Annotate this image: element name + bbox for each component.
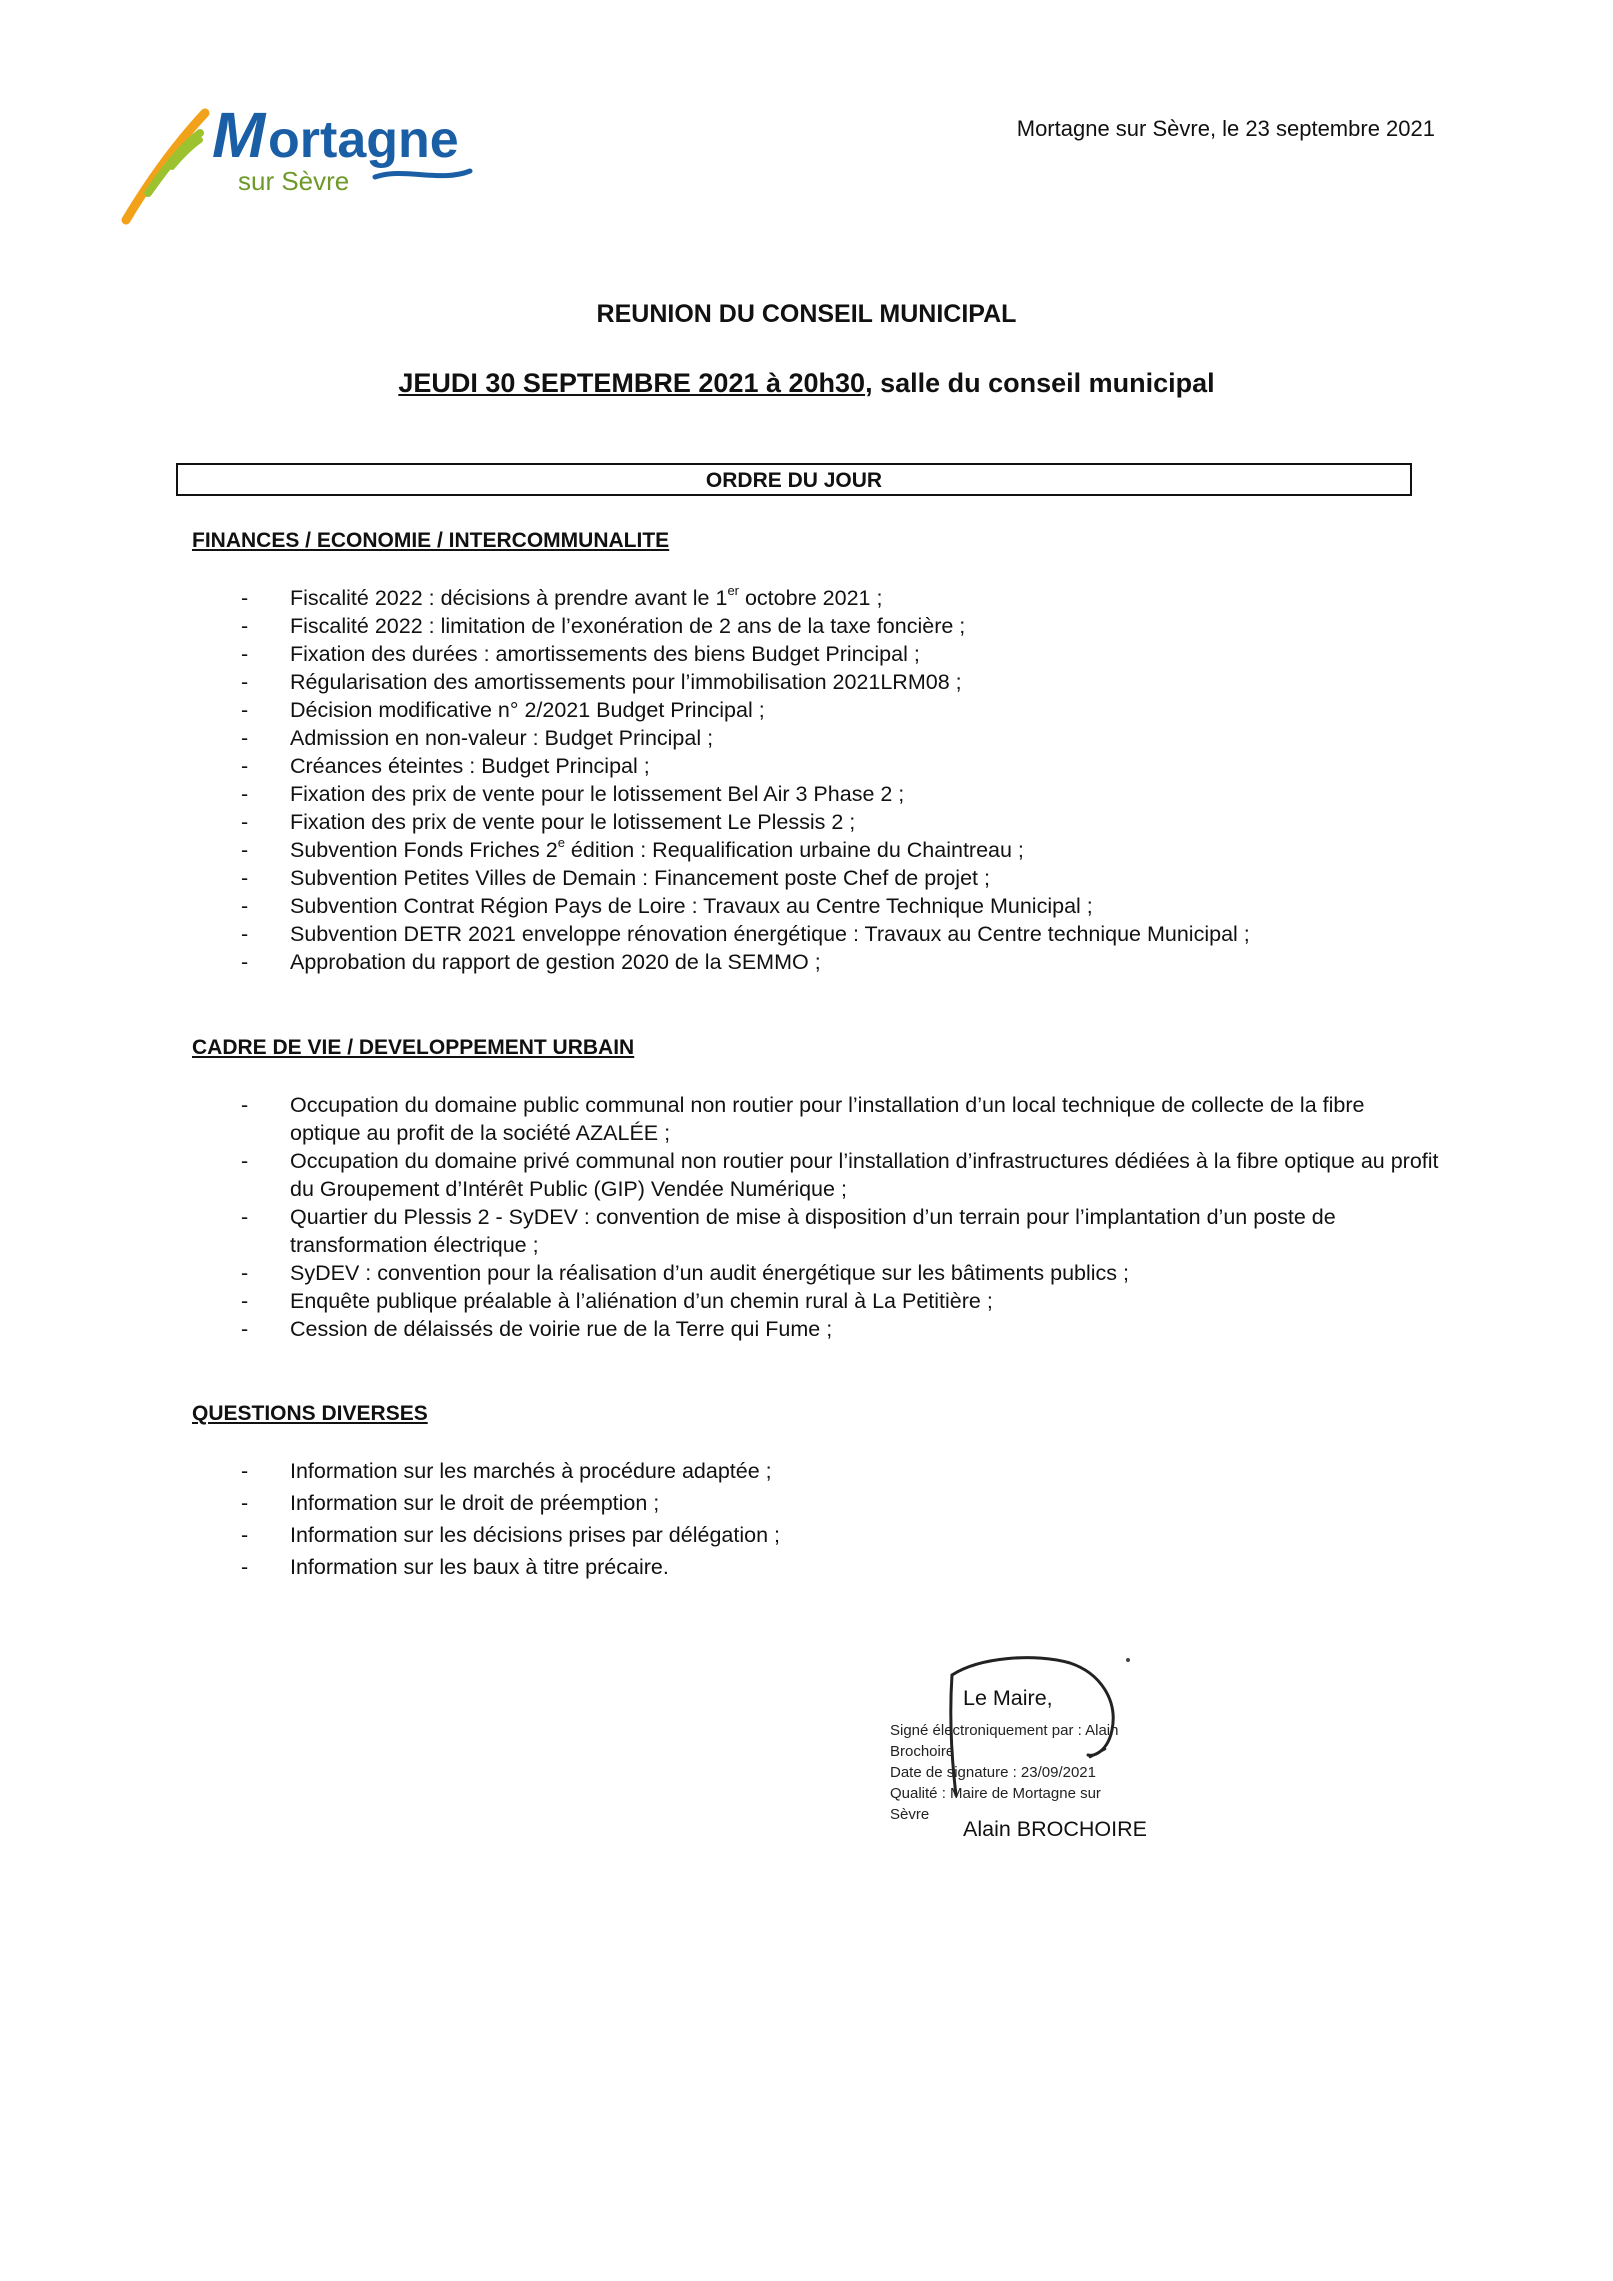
bullet-dash: - [241,950,249,974]
bullet-dash: - [241,586,249,610]
list-item-text: Information sur le droit de préemption ; [290,1491,660,1515]
list-item-text: Décision modificative n° 2/2021 Budget Principal ; [290,698,765,722]
list-item [0,1455,1440,1487]
list-item [0,752,1440,780]
bullet-dash: - [241,726,249,750]
logo-wordmark-rest: ortagne [268,111,459,169]
agenda-heading: ORDRE DU JOUR [705,468,883,492]
list-item [0,668,1440,696]
list-item-text: Subvention DETR 2021 enveloppe rénovation énergétique : Travaux au Centre technique Municipal ; [290,922,1250,946]
list-item-text: Enquête publique préalable à l’aliénation d’un chemin rural à La Petitière ; [290,1289,993,1313]
list-item-text: Fiscalité 2022 : limitation de l’exonération de 2 ans de la taxe foncière ; [290,614,966,638]
list-item [0,836,1440,864]
list-item-text: Information sur les décisions prises par délégation ; [290,1523,780,1547]
list-item [0,1287,1440,1315]
signature-date: Date de signature : 23/09/2021 [890,1764,1096,1781]
bullet-dash: - [241,1555,249,1579]
electronic-signature-block [890,1720,1118,1825]
bullet-dash: - [241,614,249,638]
list-item-text: Fixation des prix de vente pour le lotissement Bel Air 3 Phase 2 ; [290,782,905,806]
list-item [0,948,1440,976]
bullet-dash: - [241,1459,249,1483]
list-item-text: Fixation des prix de vente pour le lotissement Le Plessis 2 ; [290,810,856,834]
list-item [0,640,1440,668]
bullet-dash: - [241,838,249,862]
list-item [0,920,1440,948]
list-item-text: SyDEV : convention pour la réalisation d’un audit énergétique sur les bâtiments publics ; [290,1261,1129,1285]
logo-wordmark: M [212,99,266,171]
bullet-dash: - [241,1289,249,1313]
bullet-dash: - [241,1491,249,1515]
signer-quality-line2: Sèvre [890,1806,930,1823]
list-item-text: Subvention Contrat Région Pays de Loire : Travaux au Centre Technique Municipal ; [290,894,1093,918]
section-title-finances: FINANCES / ECONOMIE / INTERCOMMUNALITE [192,529,670,552]
list-item [0,1259,1440,1287]
finances-item-10: Subvention Fonds Friches 2e édition : Requalification urbaine du Chaintreau ; [290,834,1024,862]
questions-diverses-list [0,1455,1440,1583]
list-item-text: Occupation du domaine public communal non routier pour l’installation d’un local technique de collecte de la fibre optique au profit de la société AZALÉE ; [290,1093,1365,1145]
list-item [0,1551,1440,1583]
bullet-dash: - [241,1523,249,1547]
meeting-date: JEUDI 30 SEPTEMBRE 2021 à 20h30 [398,368,866,398]
bullet-dash: - [241,1205,249,1229]
list-item [0,612,1440,640]
finances-list [0,584,1440,976]
list-item-text: Cession de délaissés de voirie rue de la Terre qui Fume ; [290,1317,833,1341]
meeting-line [0,368,1613,399]
place-and-date: Mortagne sur Sèvre, le 23 septembre 2021 [1016,116,1435,141]
list-item [0,864,1440,892]
bullet-dash: - [241,698,249,722]
section-title-questions-diverses: QUESTIONS DIVERSES [192,1402,428,1425]
finances-item-1: Fiscalité 2022 : décisions à prendre avant le 1er octobre 2021 ; [290,582,883,610]
signer-quality-line1: Qualité : Maire de Mortagne sur [890,1785,1101,1802]
bullet-dash: - [241,810,249,834]
bullet-dash: - [241,866,249,890]
list-item-text: Subvention Petites Villes de Demain : Financement poste Chef de projet ; [290,866,990,890]
cadre-de-vie-list [0,1091,1440,1343]
list-item-text: Quartier du Plessis 2 - SyDEV : convention de mise à disposition d’un terrain pour l’implantation d’un poste de transformation électrique ; [290,1205,1336,1257]
list-item-text: Approbation du rapport de gestion 2020 de la SEMMO ; [290,950,821,974]
logo-subtitle: sur Sèvre [238,166,350,196]
list-item [0,724,1440,752]
list-item [0,808,1440,836]
bullet-dash: - [241,1261,249,1285]
bullet-dash: - [241,894,249,918]
list-item [0,780,1440,808]
list-item [0,584,1440,612]
section-title-cadre-de-vie: CADRE DE VIE / DEVELOPPEMENT URBAIN [192,1036,635,1059]
list-item [0,1487,1440,1519]
list-item [0,696,1440,724]
list-item-text: Créances éteintes : Budget Principal ; [290,754,650,778]
list-item [0,1315,1440,1343]
list-item [0,892,1440,920]
signed-by-line2: Brochoire [890,1743,955,1760]
list-item-text: Fixation des durées : amortissements des biens Budget Principal ; [290,642,920,666]
mortagne-logo [120,85,510,225]
signed-by-line1: Signé électroniquement par : Alain [890,1722,1119,1739]
list-item [0,1203,1440,1259]
bullet-dash: - [241,782,249,806]
list-item [0,1091,1440,1147]
signer-name: Alain BROCHOIRE [963,1817,1147,1841]
logo-wave [375,171,470,177]
list-item [0,1147,1440,1203]
meeting-place: , salle du conseil municipal [865,368,1215,398]
bullet-dash: - [241,1149,249,1173]
list-item [0,1519,1440,1551]
bullet-dash: - [241,922,249,946]
list-item-text: Information sur les baux à titre précaire. [290,1555,669,1579]
document-title: REUNION DU CONSEIL MUNICIPAL [596,300,1017,328]
list-item-text: Régularisation des amortissements pour l’immobilisation 2021LRM08 ; [290,670,962,694]
bullet-dash: - [241,1317,249,1341]
bullet-dash: - [241,642,249,666]
bullet-dash: - [241,670,249,694]
signature-role: Le Maire, [963,1686,1053,1710]
agenda-heading-box [176,463,1412,496]
list-item-text: Occupation du domaine privé communal non routier pour l’installation d’infrastructures dédiées à la fibre optique au profit du Groupement d’Intérêt Public (GIP) Vendée Numérique ; [290,1149,1439,1201]
bullet-dash: - [241,1093,249,1117]
bullet-dash: - [241,754,249,778]
list-item-text: Admission en non-valeur : Budget Principal ; [290,726,714,750]
list-item-text: Information sur les marchés à procédure adaptée ; [290,1459,772,1483]
